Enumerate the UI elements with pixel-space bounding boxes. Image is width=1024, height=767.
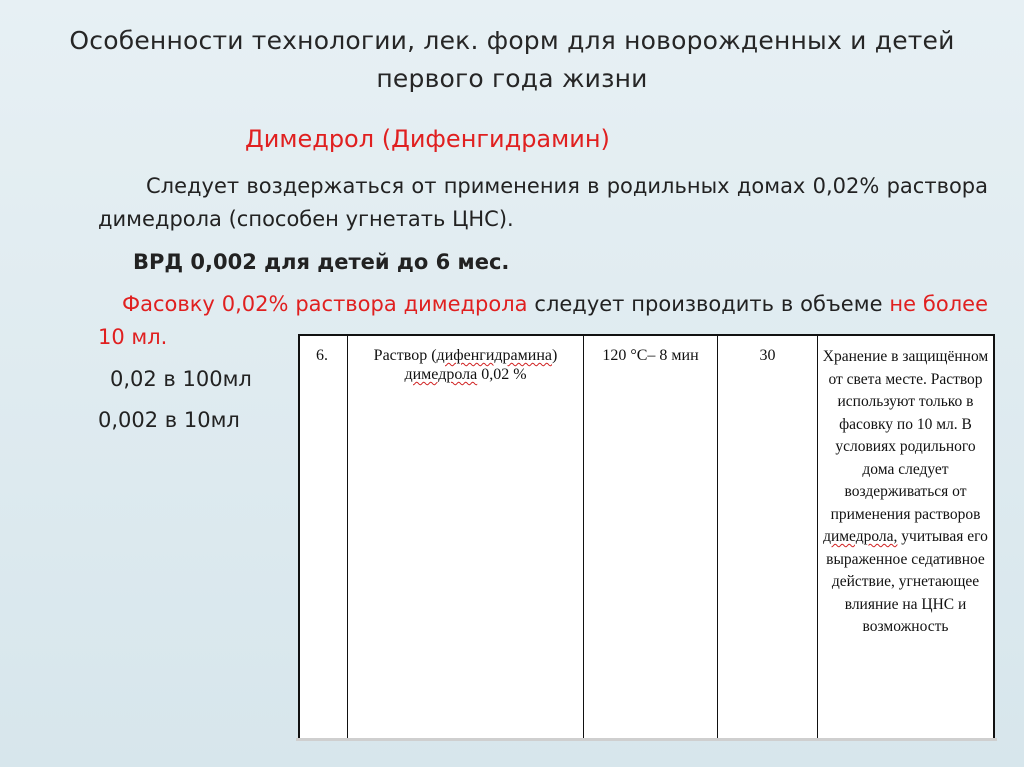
table-cell-shelf-life [718,336,818,740]
table-cell-number [300,336,348,740]
name-underlined-2: димедрола [404,366,478,383]
row-number: 6. [316,347,328,364]
packaging-red-text: Фасовку 0,02% раствора димедрола [122,292,528,316]
name-underlined-1: дифенгидрамина [436,347,552,364]
notes-underlined: димедрола, [823,528,898,545]
packaging-red-tail: не более 10 мл. [98,292,988,349]
notes-before: Хранение в защищённом от света месте. Раствор используют только в фасовку по 10 мл. В условиях родильного дома следует воздерживаться от применения растворов [822,348,989,523]
name-part-1: Раствор ( [373,347,437,364]
slide-title: Особенности технологии, лек. форм для новорожденных и детей первого года жизни [69,26,955,93]
drug-subtitle: Димедрол (Дифенгидрамин) [245,125,610,153]
name-part-2: ) [552,347,558,364]
table-cell-notes [818,336,993,740]
table-cell-sterilization [584,336,718,740]
scanned-table [298,334,995,740]
max-dose-line: ВРД 0,002 для детей до 6 мес. [133,250,510,274]
warning-paragraph: Следует воздержаться от применения в родильных домах 0,02% раствора димедрола (способен угнетать ЦНС). [98,174,988,231]
solution-name [348,336,583,384]
name-part-3: 0,02 % [477,366,527,383]
shelf-life: 30 [759,347,776,364]
sterilization-mode: 120 °С– 8 мин [602,347,699,364]
notes-after: учитывая его выраженное седативное действие, угнетающее влияние на ЦНС и возможность [826,528,988,635]
calc-line-1: 0,02 в 100мл [110,367,252,391]
packaging-black-text: следует производить в объеме [527,292,890,316]
storage-notes [818,336,993,639]
table-cell-name [348,336,584,740]
calc-line-2: 0,002 в 10мл [98,408,240,432]
table-bottom-edge [296,738,997,741]
